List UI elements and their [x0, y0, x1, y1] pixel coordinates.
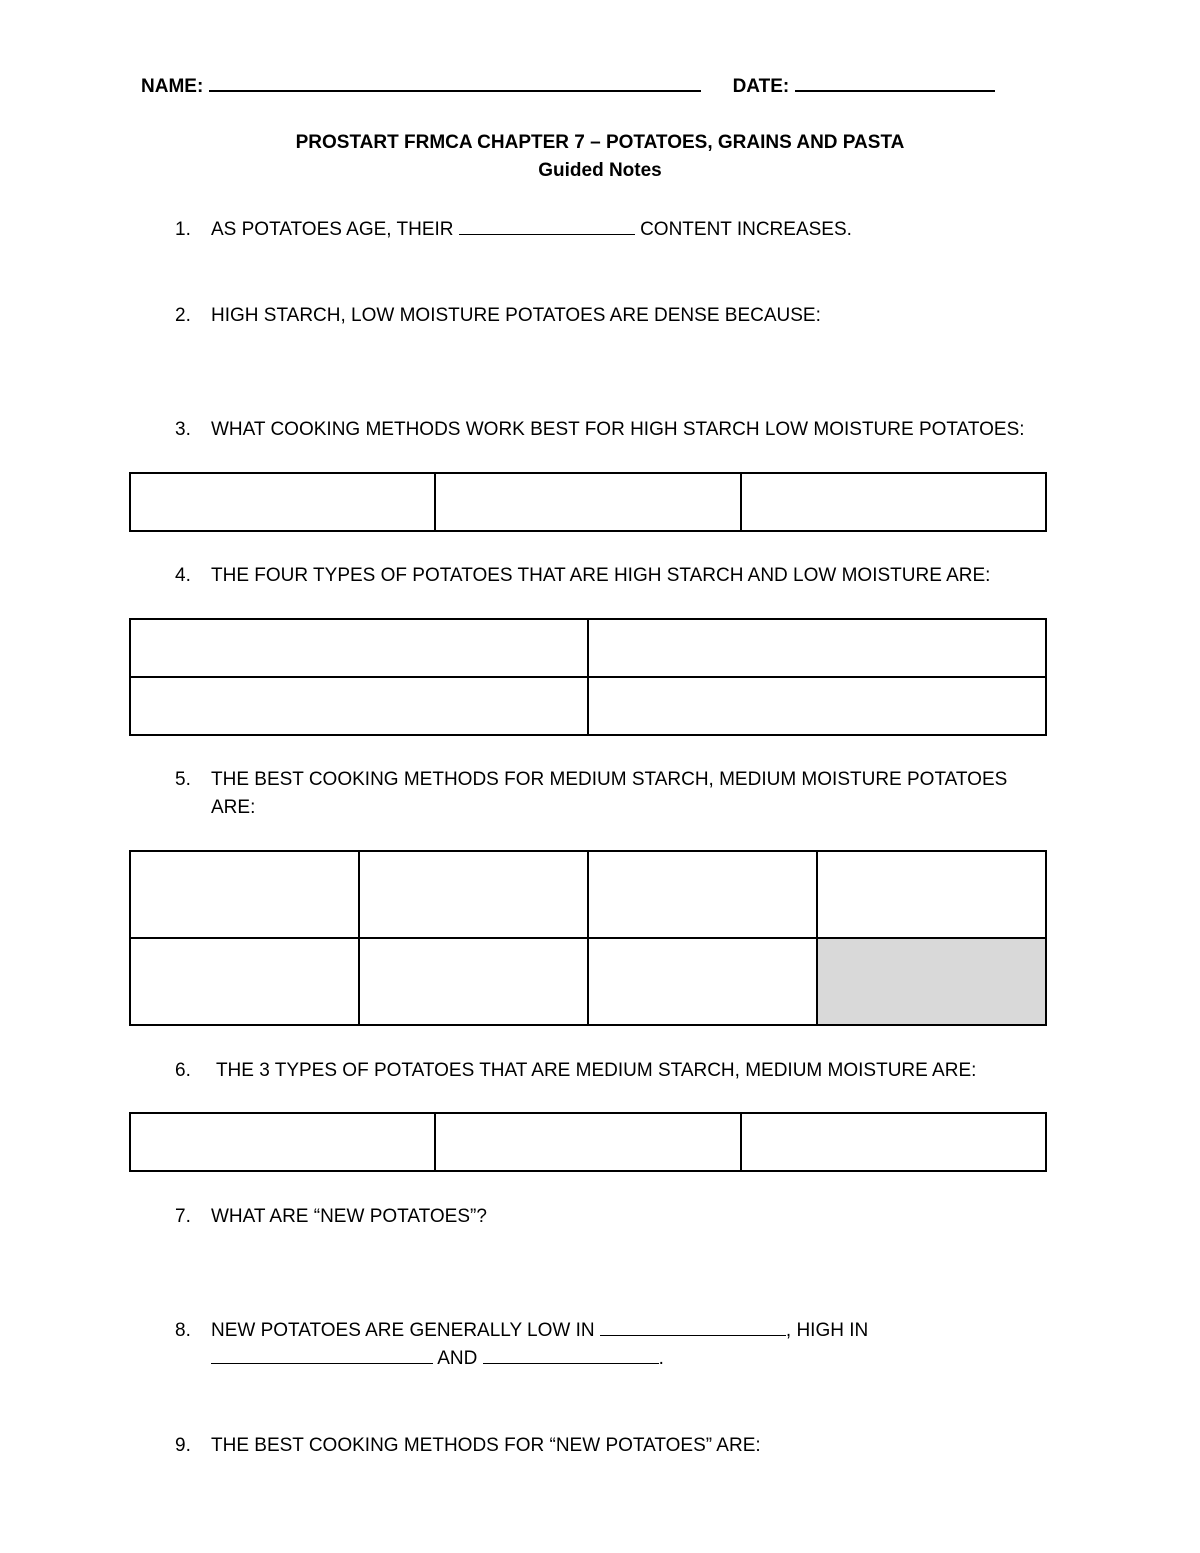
answer-cell[interactable] [435, 1113, 740, 1171]
question-text-mid: AND [437, 1348, 478, 1369]
question-7 [175, 1203, 487, 1231]
answer-table-3 [129, 472, 1047, 532]
question-text: HIGH STARCH, LOW MOISTURE POTATOES ARE DENSE BECAUSE: [211, 305, 821, 326]
answer-table-5 [129, 850, 1047, 1026]
answer-cell[interactable] [588, 677, 1046, 735]
answer-cell[interactable] [741, 473, 1046, 531]
question-text-line2: ARE: [211, 797, 256, 818]
name-input-line[interactable] [209, 72, 701, 92]
question-3 [175, 416, 1025, 444]
date-label: DATE: [732, 76, 790, 97]
question-text-end: . [658, 1348, 664, 1369]
answer-blank[interactable] [600, 1317, 786, 1336]
question-text-before: NEW POTATOES ARE GENERALLY LOW IN [211, 1320, 595, 1341]
question-text-after: CONTENT INCREASES. [640, 219, 852, 240]
question-number: 4. [175, 565, 191, 586]
question-1 [175, 216, 852, 244]
question-8 [175, 1317, 868, 1373]
question-2 [175, 302, 821, 330]
question-text: THE 3 TYPES OF POTATOES THAT ARE MEDIUM STARCH, MEDIUM MOISTURE ARE: [215, 1060, 977, 1081]
question-number: 3. [175, 419, 191, 440]
answer-cell[interactable] [130, 619, 588, 677]
question-text-line1: THE BEST COOKING METHODS FOR MEDIUM STARCH, MEDIUM MOISTURE POTATOES [211, 769, 1008, 790]
answer-table-4 [129, 618, 1047, 736]
answer-cell[interactable] [130, 1113, 435, 1171]
question-number: 6. [175, 1060, 191, 1081]
answer-cell-shaded [817, 938, 1046, 1025]
date-input-line[interactable] [795, 72, 995, 92]
question-number: 8. [175, 1320, 191, 1341]
answer-table-6 [129, 1112, 1047, 1172]
answer-cell[interactable] [435, 473, 740, 531]
question-number: 9. [175, 1435, 191, 1456]
answer-cell[interactable] [359, 938, 588, 1025]
answer-cell[interactable] [130, 938, 359, 1025]
answer-cell[interactable] [130, 677, 588, 735]
question-number: 2. [175, 305, 191, 326]
header-line [141, 72, 995, 98]
answer-blank[interactable] [483, 1345, 659, 1364]
question-number: 1. [175, 219, 191, 240]
question-text-after: , HIGH IN [785, 1320, 869, 1341]
answer-blank[interactable] [459, 216, 635, 235]
question-number: 7. [175, 1206, 191, 1227]
question-text: WHAT ARE “NEW POTATOES”? [211, 1206, 487, 1227]
answer-cell[interactable] [130, 851, 359, 938]
name-label: NAME: [141, 76, 204, 97]
answer-cell[interactable] [588, 938, 817, 1025]
question-5 [175, 766, 1007, 822]
answer-cell[interactable] [130, 473, 435, 531]
page-subtitle: Guided Notes [538, 160, 662, 181]
question-text: THE BEST COOKING METHODS FOR “NEW POTATOES” ARE: [211, 1435, 761, 1456]
answer-cell[interactable] [588, 619, 1046, 677]
answer-cell[interactable] [817, 851, 1046, 938]
question-6 [175, 1057, 976, 1085]
page-title: PROSTART FRMCA CHAPTER 7 – POTATOES, GRAINS AND PASTA [295, 132, 905, 153]
question-number: 5. [175, 769, 191, 790]
question-4 [175, 562, 990, 590]
question-text-before: AS POTATOES AGE, THEIR [211, 219, 454, 240]
answer-cell[interactable] [588, 851, 817, 938]
answer-blank[interactable] [211, 1345, 433, 1364]
answer-cell[interactable] [741, 1113, 1046, 1171]
question-text: WHAT COOKING METHODS WORK BEST FOR HIGH STARCH LOW MOISTURE POTATOES: [211, 419, 1025, 440]
answer-cell[interactable] [359, 851, 588, 938]
question-9 [175, 1432, 761, 1460]
question-text: THE FOUR TYPES OF POTATOES THAT ARE HIGH STARCH AND LOW MOISTURE ARE: [211, 565, 991, 586]
